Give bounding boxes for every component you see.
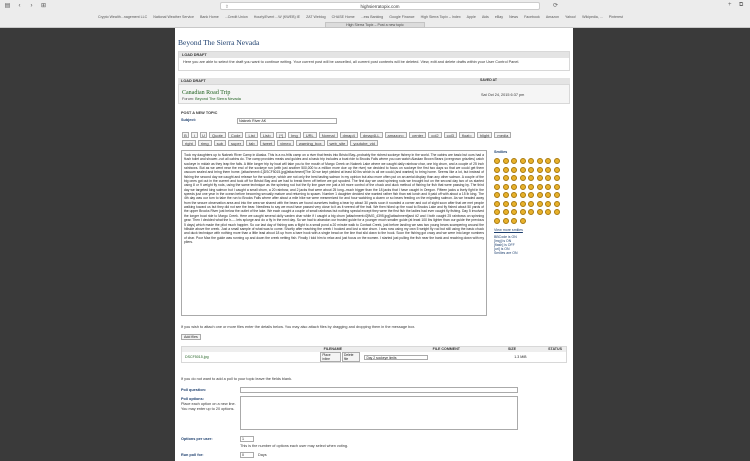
smiley-icon[interactable] bbox=[511, 209, 517, 215]
subject-label: Subject: bbox=[181, 118, 196, 122]
bbcode-button[interactable]: media bbox=[494, 132, 511, 138]
col-file-comment: FILE COMMENT bbox=[432, 347, 460, 351]
smiley-icon[interactable] bbox=[494, 201, 500, 207]
bbcode-toolbar bbox=[182, 132, 522, 146]
smiley-icon[interactable] bbox=[511, 167, 517, 173]
poll-per-user-help: This is the number of options each user may select when voting. bbox=[240, 444, 349, 448]
smiley-icon[interactable] bbox=[494, 184, 500, 190]
smiley-icon[interactable] bbox=[528, 192, 534, 198]
smiley-icon[interactable] bbox=[520, 175, 526, 181]
smiley-icon[interactable] bbox=[537, 158, 543, 164]
smiley-icon[interactable] bbox=[494, 192, 500, 198]
bookmark-item[interactable]: Pinterest bbox=[608, 14, 623, 19]
bbcode-button[interactable]: rimg bbox=[198, 140, 212, 146]
draft-row[interactable] bbox=[178, 84, 570, 104]
draft-forum-link[interactable]: Beyond The Sierra Nevada bbox=[195, 97, 241, 101]
attachments-header bbox=[182, 347, 566, 352]
smiley-icon[interactable] bbox=[520, 201, 526, 207]
smiley-icon[interactable] bbox=[511, 175, 517, 181]
place-inline-button[interactable]: Place inline bbox=[320, 352, 341, 362]
browser-chrome bbox=[0, 0, 750, 28]
url-text: highsierratopix.com bbox=[360, 4, 400, 9]
smiley-icon[interactable] bbox=[554, 175, 560, 181]
col-filename: FILENAME bbox=[323, 347, 342, 351]
poll-per-user-label: Options per user: bbox=[181, 437, 213, 441]
smiley-icon[interactable] bbox=[503, 209, 509, 215]
bbcode-status-item[interactable]: [flash] is OFF bbox=[494, 242, 515, 247]
bookmark-item[interactable]: eBay bbox=[494, 14, 504, 19]
smiley-icon[interactable] bbox=[554, 167, 560, 173]
bookmark-item[interactable]: National Weather Service bbox=[153, 14, 194, 19]
bbcode-button[interactable]: warning_box bbox=[296, 140, 325, 146]
bookmark-item[interactable]: Yahoo! bbox=[565, 14, 577, 19]
bbcode-button[interactable]: amazon= bbox=[385, 132, 408, 138]
section-heading: LOAD DRAFT bbox=[179, 52, 569, 58]
bbcode-status-item[interactable]: BBCode is ON bbox=[494, 234, 517, 239]
draft-title[interactable]: Canadian Road Trip bbox=[182, 90, 231, 96]
file-comment-input[interactable]: Day 2 sockeye limits bbox=[364, 355, 427, 360]
bbcode-button[interactable]: tab bbox=[246, 140, 258, 146]
smiley-icon[interactable] bbox=[545, 209, 551, 215]
smiley-icon[interactable] bbox=[503, 175, 509, 181]
bookmark-item[interactable]: Facebook bbox=[524, 14, 540, 19]
bbcode-button[interactable]: dmap4 bbox=[340, 132, 358, 138]
bookmark-item[interactable]: Apple bbox=[466, 14, 476, 19]
poll-options-textarea[interactable] bbox=[240, 396, 518, 430]
poll-options-label: Poll options: bbox=[181, 397, 204, 401]
bbcode-button[interactable]: Code bbox=[228, 132, 244, 138]
bookmark-item[interactable]: Bank Home bbox=[199, 14, 219, 19]
subject-input[interactable]: Naknek River AK bbox=[237, 118, 337, 124]
delete-file-button[interactable]: Delete file bbox=[342, 352, 360, 362]
poll-question-input[interactable] bbox=[240, 387, 518, 393]
smiley-icon[interactable] bbox=[545, 184, 551, 190]
bookmark-item[interactable]: Google Finance bbox=[389, 14, 415, 19]
bbcode-button[interactable]: youtube_vid bbox=[350, 140, 378, 146]
message-textarea[interactable]: Took my daughters up to Naknek River Camp in Alaska. This is a no-frills camp on a river that feeds into Bristol Bay--probably the richest sockeye fishery in the world. The cabins are basic but ours had a flush toilet and shower--not all cabins do. The camp provides meals and guides and a basic trip includes a boat ride to Brooks Falls where you can watch Alaskan Brown Bears (overgrown grizzlies) catch sockeye in midair as they leap the falls. A little longer trip by boat will take you to the mouth of Margo Creek on Naknek Lake where we caught daily rainbow char, one big chum, and a couple of 25 inch rainbows. But as we went near the end of the sockeye run (with just another 500,000 to a million more due up the river) we decided to focus on sockeye the first two days so that we could get them vacuum sealed and bring them home. [attachment=1]DSCF5015.jpg[/attachment]The 30 we kept yielded at least 60 lbs which is all we could (and wanted) to bring home. Seems like a lot, but instead of fishing the second day we caught and release for the sockeye, which are not only the best tasting salmon in my opinion but also more often put on an aerial display than any other salmon. A couple of the big ones got out in the current and took off for Bristol Bay and we had to break them off before we got spooled. The first day we used spinning rods we brought but on the second day two of us started using 8 or 9 weight fly rods, using the same technique as the spinning rod but the fly line gave me just a bit more control of the chuck and duck method of fishing for fish that were passing by. The third day we targeted king salmon but I caught a small chum, a 20 rainbow, and 2 jacks that were about 25 long--much bigger than the 18 jacks that I have caught in Oregon. Fifteen jacks a lively fight in the speeds just one year in the ocean before becoming sexually mature and returning to spawn. Number 1 daughter decided she wanted rather fish than eat lunch and it paid off with about a 15 lb king. The 4th day was our turn to take the run to Brooks Falls where after about a mile hike we were mesmerized for and hour watching a dozen or so bears feeding on the migrating salmon. As we headed away from the secure observation area and into the area we shared with the bears we found ourselves trailing a bear by about 30 yards soon it rounded a corner and out of sight soon after that we met people walking toward us but they did not see the bear. Needless to say we must have passed very close to it as it veered off the trail. We then hiked up the road to Brooks Lake and fly fished about 50 yards of the upper Brooks River just below the outlet of the lake. We each caught a couple of small rainbows but nothing special except they were the first fish the ladies had ever caught fly fishing. Day 5 involved the longer boat ride to Margo Creek. Here we caught several dolly varden char while if I caught a big chum [attachment=0]IMG_4395.jpg[/attachment]and #2 and I both caught 25 rainbows on spinning gear. Then I decided what the h---- lets splurge and do a fly in the next day. So we had to abandon our trusted guide for a younger much smaller guide (at least 100 lbs lighter than our guide the previous 5 days) which made the pilot much happier. So our last day of fishing was a flight to a small pond a 20 minute walk to Contact Creek, just before landing we saw two young bears scampering around the hillside above the creek. Just a small sample of what was to come. Shortly after reaching the creek I hooked and lost a nice chum. I was now using my own 5 weight fly rod but still using the basic chuck and duck technique with nothing more than a little lead about 18 up from a bare hook with a single bead on the line that slid down to the hook. Soon the fishing got crazy and we were into large numbers of char. Poor Max the guide was running up and down the creek netting fish. Finally I told him to relax and just focus on the women. I started just pulling the fish near the bank and reaching down with my pliers. bbox=[181, 150, 487, 316]
bbcode-button[interactable]: hlight bbox=[477, 132, 493, 138]
attachment-row bbox=[182, 352, 566, 362]
poll-run-unit: Days bbox=[258, 453, 267, 457]
poll-question-label: Poll question: bbox=[181, 388, 207, 392]
smilies-title: Smilies bbox=[494, 150, 508, 154]
share-icon[interactable]: ⇧ bbox=[225, 4, 229, 9]
poll-run-label: Run poll for: bbox=[181, 453, 204, 457]
smiley-icon[interactable] bbox=[494, 209, 500, 215]
bbcode-button[interactable]: i bbox=[191, 132, 198, 138]
smiley-icon[interactable] bbox=[554, 184, 560, 190]
poll-options-help: Place each option on a new line. You may enter up to 20 options. bbox=[181, 402, 236, 411]
tabs-icon[interactable]: ⧉ bbox=[739, 2, 744, 8]
bbcode-button[interactable]: dmap4LL bbox=[360, 132, 383, 138]
bookmark-item[interactable]: CHASE Home bbox=[331, 14, 355, 19]
bookmark-item[interactable]: Wikipedia, ... bbox=[582, 14, 603, 19]
forum-title[interactable]: Beyond The Sierra Nevada bbox=[178, 38, 260, 47]
bookmark-item[interactable]: Hourly/Event ...W (KWEB) IE bbox=[253, 14, 301, 19]
smiley-icon[interactable] bbox=[537, 184, 543, 190]
tab-overview-icon[interactable]: ⊞ bbox=[40, 3, 47, 9]
col-size: SIZE bbox=[508, 347, 516, 351]
smiley-icon[interactable] bbox=[537, 201, 543, 207]
forum-page bbox=[175, 28, 573, 461]
smiley-icon[interactable] bbox=[503, 201, 509, 207]
bbcode-button[interactable]: web_site bbox=[327, 140, 349, 146]
smiley-icon[interactable] bbox=[528, 158, 534, 164]
bbcode-status-item[interactable]: Smilies are ON bbox=[494, 251, 518, 256]
attachments-table bbox=[181, 346, 567, 363]
smiley-icon[interactable] bbox=[528, 175, 534, 181]
reload-icon[interactable]: ⟳ bbox=[553, 3, 559, 9]
bbcode-status bbox=[494, 235, 564, 256]
bbcode-button[interactable]: U bbox=[200, 132, 207, 138]
bbcode-button[interactable]: super bbox=[228, 140, 244, 146]
smiley-icon[interactable] bbox=[494, 175, 500, 181]
smiley-icon[interactable] bbox=[528, 209, 534, 215]
bbcode-button[interactable]: Normal bbox=[319, 132, 338, 138]
attach-intro: If you wish to attach one or more files enter the details below. You may also attach files by dragging and dropping them in the message box. bbox=[181, 325, 416, 329]
back-icon[interactable]: ‹ bbox=[18, 3, 21, 9]
smiley-icon[interactable] bbox=[494, 158, 500, 164]
bbcode-status-item[interactable]: [img] is ON bbox=[494, 238, 512, 243]
tab-active[interactable]: High Sierra Topix – Post a new topic bbox=[325, 22, 425, 28]
bbcode-button[interactable]: Quote bbox=[209, 132, 226, 138]
bbcode-button[interactable]: right bbox=[182, 140, 196, 146]
bookmark-item[interactable]: Amazon bbox=[545, 14, 560, 19]
bbcode-button[interactable]: vimeo bbox=[277, 140, 294, 146]
smiley-icon[interactable] bbox=[511, 184, 517, 190]
smiley-icon[interactable] bbox=[520, 184, 526, 190]
smiley-icon[interactable] bbox=[545, 167, 551, 173]
bbcode-button[interactable]: col3 bbox=[444, 132, 457, 138]
post-heading: POST A NEW TOPIC bbox=[178, 110, 570, 116]
col-status: STATUS bbox=[548, 347, 562, 351]
bookmarks-bar bbox=[0, 13, 750, 20]
bbcode-button[interactable]: B bbox=[182, 132, 189, 138]
bbcode-button[interactable]: List= bbox=[260, 132, 275, 138]
bookmark-item[interactable]: ...Credit Union bbox=[224, 14, 248, 19]
bookmark-item[interactable]: High Sierra Topix – Index bbox=[420, 14, 461, 19]
section-text: Here you are able to select the draft you want to continue writing. Your current post will be cancelled, all current post contents will be deleted. View, edit and delete drafts within your User Control Panel. bbox=[183, 60, 520, 64]
section-heading: LOAD DRAFT bbox=[178, 78, 570, 84]
smiley-icon[interactable] bbox=[503, 218, 509, 224]
bbcode-button[interactable]: URL bbox=[303, 132, 317, 138]
draft-forum-label: Forum: bbox=[182, 97, 195, 101]
bookmark-item[interactable]: iAds bbox=[481, 14, 489, 19]
address-bar[interactable] bbox=[220, 2, 540, 10]
bbcode-status-item[interactable]: [url] is ON bbox=[494, 247, 510, 252]
browser-toolbar bbox=[0, 0, 750, 12]
forward-icon[interactable]: › bbox=[30, 3, 33, 9]
smiley-icon[interactable] bbox=[520, 192, 526, 198]
poll-run-input[interactable]: 0 bbox=[240, 452, 254, 458]
smiley-icon[interactable] bbox=[494, 167, 500, 173]
bbcode-button[interactable]: tweet bbox=[260, 140, 276, 146]
smiley-icon[interactable] bbox=[537, 209, 543, 215]
bookmark-item[interactable]: Crypto Wealth...nagement LLC bbox=[98, 14, 148, 19]
bbcode-button[interactable]: col2 bbox=[428, 132, 441, 138]
bbcode-button[interactable]: center bbox=[409, 132, 426, 138]
draft-forum bbox=[182, 97, 241, 101]
smiley-icon[interactable] bbox=[503, 158, 509, 164]
add-files-button[interactable]: Add files bbox=[181, 334, 201, 340]
smiley-icon[interactable] bbox=[545, 192, 551, 198]
smiley-icon[interactable] bbox=[520, 158, 526, 164]
sidebar-icon[interactable]: ▤ bbox=[4, 3, 11, 9]
saved-at-header: SAVED AT bbox=[480, 78, 498, 82]
bbcode-button[interactable]: Img bbox=[288, 132, 301, 138]
view-more-smilies-link[interactable]: View more smilies bbox=[494, 227, 523, 232]
poll-per-user-input[interactable]: 1 bbox=[240, 436, 254, 442]
smilies-grid bbox=[494, 158, 564, 224]
attachment-filename[interactable]: DSCF5015.jpg bbox=[185, 355, 209, 359]
smiley-icon[interactable] bbox=[554, 158, 560, 164]
smiley-icon[interactable] bbox=[528, 201, 534, 207]
post-heading-bar bbox=[178, 110, 570, 116]
draft-date: Sat Oct 24, 2015 6:37 pm bbox=[481, 93, 525, 97]
smiley-icon[interactable] bbox=[503, 184, 509, 190]
smiley-icon[interactable] bbox=[520, 218, 526, 224]
smiley-icon[interactable] bbox=[520, 167, 526, 173]
smiley-icon[interactable] bbox=[503, 192, 509, 198]
smiley-icon[interactable] bbox=[494, 218, 500, 224]
poll-intro: If you do not want to add a poll to your topic leave the fields blank. bbox=[181, 377, 293, 381]
smiley-icon[interactable] bbox=[537, 175, 543, 181]
load-draft-intro bbox=[178, 51, 570, 71]
new-tab-icon[interactable]: + bbox=[728, 2, 732, 8]
smiley-icon[interactable] bbox=[554, 209, 560, 215]
smiley-icon[interactable] bbox=[503, 167, 509, 173]
smiley-icon[interactable] bbox=[520, 209, 526, 215]
smiley-icon[interactable] bbox=[545, 175, 551, 181]
smiley-icon[interactable] bbox=[537, 192, 543, 198]
smiley-icon[interactable] bbox=[528, 184, 534, 190]
bookmark-item[interactable]: ...ess Banking bbox=[360, 14, 384, 19]
smiley-icon[interactable] bbox=[537, 167, 543, 173]
attachment-size: 1.3 MiB bbox=[514, 355, 527, 359]
smiley-icon[interactable] bbox=[545, 158, 551, 164]
bookmark-item[interactable]: ZAT Weblog bbox=[306, 14, 326, 19]
smiley-icon[interactable] bbox=[511, 218, 517, 224]
smiley-icon[interactable] bbox=[511, 201, 517, 207]
bbcode-button[interactable]: float= bbox=[459, 132, 475, 138]
smiley-icon[interactable] bbox=[511, 192, 517, 198]
bookmark-item[interactable]: News bbox=[509, 14, 519, 19]
tab-strip bbox=[0, 21, 750, 28]
smiley-icon[interactable] bbox=[511, 158, 517, 164]
bbcode-button[interactable]: List bbox=[245, 132, 257, 138]
smiley-icon[interactable] bbox=[528, 167, 534, 173]
bbcode-button[interactable]: [*] bbox=[276, 132, 286, 138]
smiley-icon[interactable] bbox=[554, 201, 560, 207]
smilies-panel bbox=[494, 150, 564, 256]
smiley-icon[interactable] bbox=[554, 192, 560, 198]
bbcode-button[interactable]: sub bbox=[214, 140, 226, 146]
smiley-icon[interactable] bbox=[545, 201, 551, 207]
